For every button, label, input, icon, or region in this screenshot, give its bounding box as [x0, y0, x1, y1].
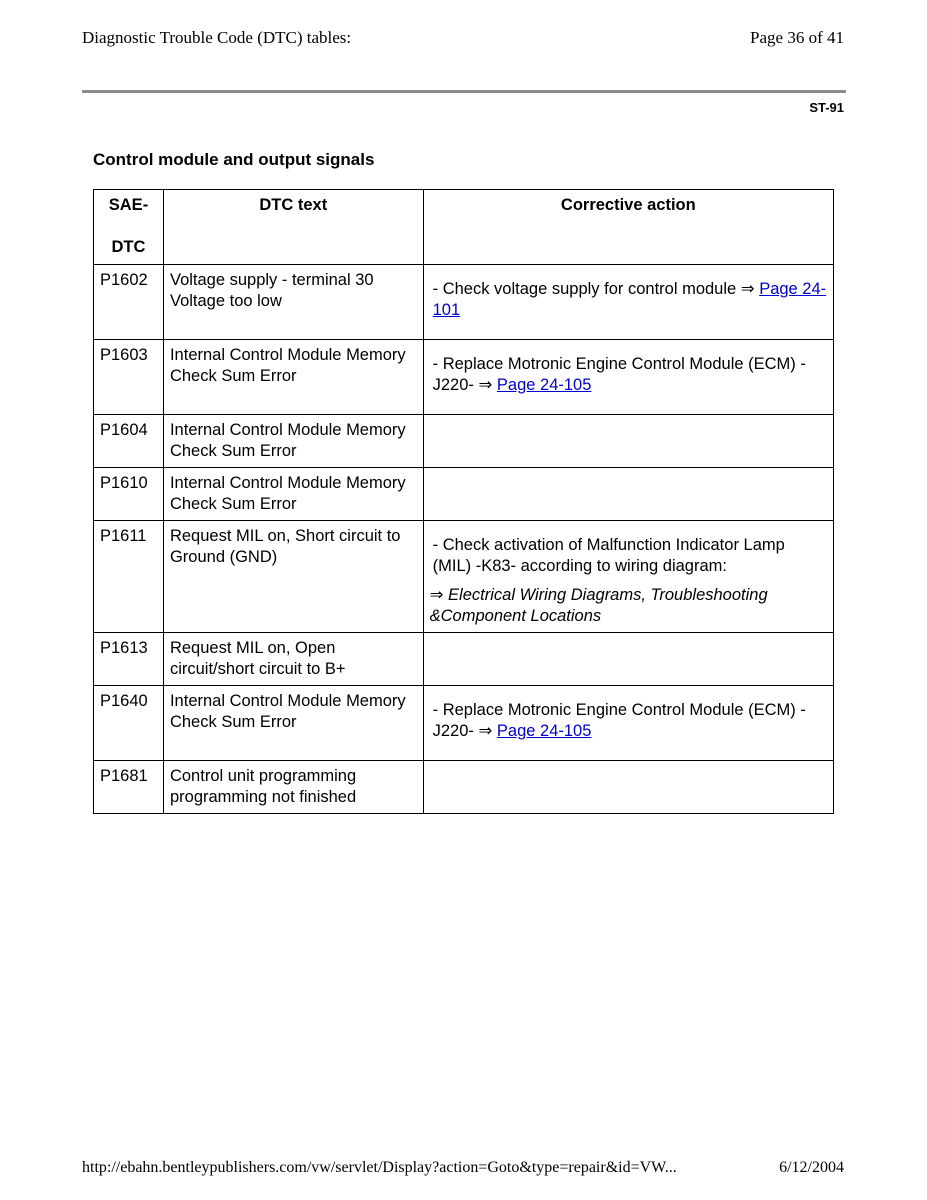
table-row: [94, 415, 834, 468]
dtc-code: P1610: [94, 468, 164, 521]
corrective-action-empty: [423, 633, 833, 686]
table-row: [94, 521, 834, 633]
table-row: [94, 686, 834, 761]
page-link[interactable]: Page 24-101: [432, 280, 827, 319]
table-row: [94, 340, 834, 415]
table-row: [94, 633, 834, 686]
dtc-text: Internal Control Module Memory Check Sum Error: [163, 686, 423, 761]
document-header-title: Diagnostic Trouble Code (DTC) tables:: [82, 28, 352, 47]
table-row: [94, 468, 834, 521]
action-text: - Replace Motronic Engine Control Module (ECM) -J220- ⇒: [432, 355, 806, 394]
table-header-row: [94, 190, 834, 265]
dtc-code: P1640: [94, 686, 164, 761]
corrective-action: [423, 265, 833, 340]
footer-date: 6/12/2004: [779, 1159, 844, 1176]
footer-url[interactable]: http://ebahn.bentleypublishers.com/vw/servlet/Display?action=Goto&type=repair&id=VW...: [82, 1159, 677, 1176]
corrective-action: [423, 521, 833, 633]
corrective-action-empty: [423, 468, 833, 521]
wiring-diagram-reference: [430, 585, 827, 627]
table-row: [94, 265, 834, 340]
dtc-text: Request MIL on, Open circuit/short circuit to B+: [163, 633, 423, 686]
dtc-text: Internal Control Module Memory Check Sum Error: [163, 468, 423, 521]
section-heading: Control module and output signals: [93, 150, 375, 169]
column-header-dtc: DTC: [111, 238, 146, 256]
reference-text: Electrical Wiring Diagrams, Troubleshooting &Component Locations: [429, 586, 768, 625]
document-code: ST-91: [809, 100, 844, 115]
dtc-code: P1604: [94, 415, 164, 468]
page-link[interactable]: Page 24-105: [496, 722, 592, 740]
corrective-action-empty: [423, 761, 833, 814]
dtc-text: Control unit programming programming not finished: [163, 761, 423, 814]
column-header-dtc-text: DTC text: [163, 190, 423, 265]
action-text: - Check voltage supply for control module ⇒: [432, 280, 760, 298]
action-text: - Check activation of Malfunction Indicator Lamp (MIL) -K83- according to wiring diagram:: [432, 536, 785, 575]
table-row: [94, 761, 834, 814]
action-text: - Replace Motronic Engine Control Module (ECM) -J220- ⇒: [432, 701, 806, 740]
dtc-code: P1602: [94, 265, 164, 340]
column-header-corrective-action: Corrective action: [423, 190, 833, 265]
dtc-text: Voltage supply - terminal 30 Voltage too low: [163, 265, 423, 340]
header-divider: [82, 90, 846, 93]
page-number: Page 36 of 41: [750, 28, 844, 47]
dtc-text: Internal Control Module Memory Check Sum Error: [163, 340, 423, 415]
corrective-action: [423, 340, 833, 415]
page-link[interactable]: Page 24-105: [496, 376, 592, 394]
reference-arrow: ⇒: [429, 586, 449, 604]
dtc-text: Internal Control Module Memory Check Sum Error: [163, 415, 423, 468]
corrective-action: [423, 686, 833, 761]
dtc-code: P1603: [94, 340, 164, 415]
dtc-text: Request MIL on, Short circuit to Ground (GND): [163, 521, 423, 633]
corrective-action-empty: [423, 415, 833, 468]
dtc-code: P1611: [94, 521, 164, 633]
column-header-sae-dtc: [94, 190, 164, 265]
dtc-table: [93, 189, 834, 814]
dtc-code: P1613: [94, 633, 164, 686]
dtc-code: P1681: [94, 761, 164, 814]
column-header-sae: SAE-: [108, 196, 149, 214]
